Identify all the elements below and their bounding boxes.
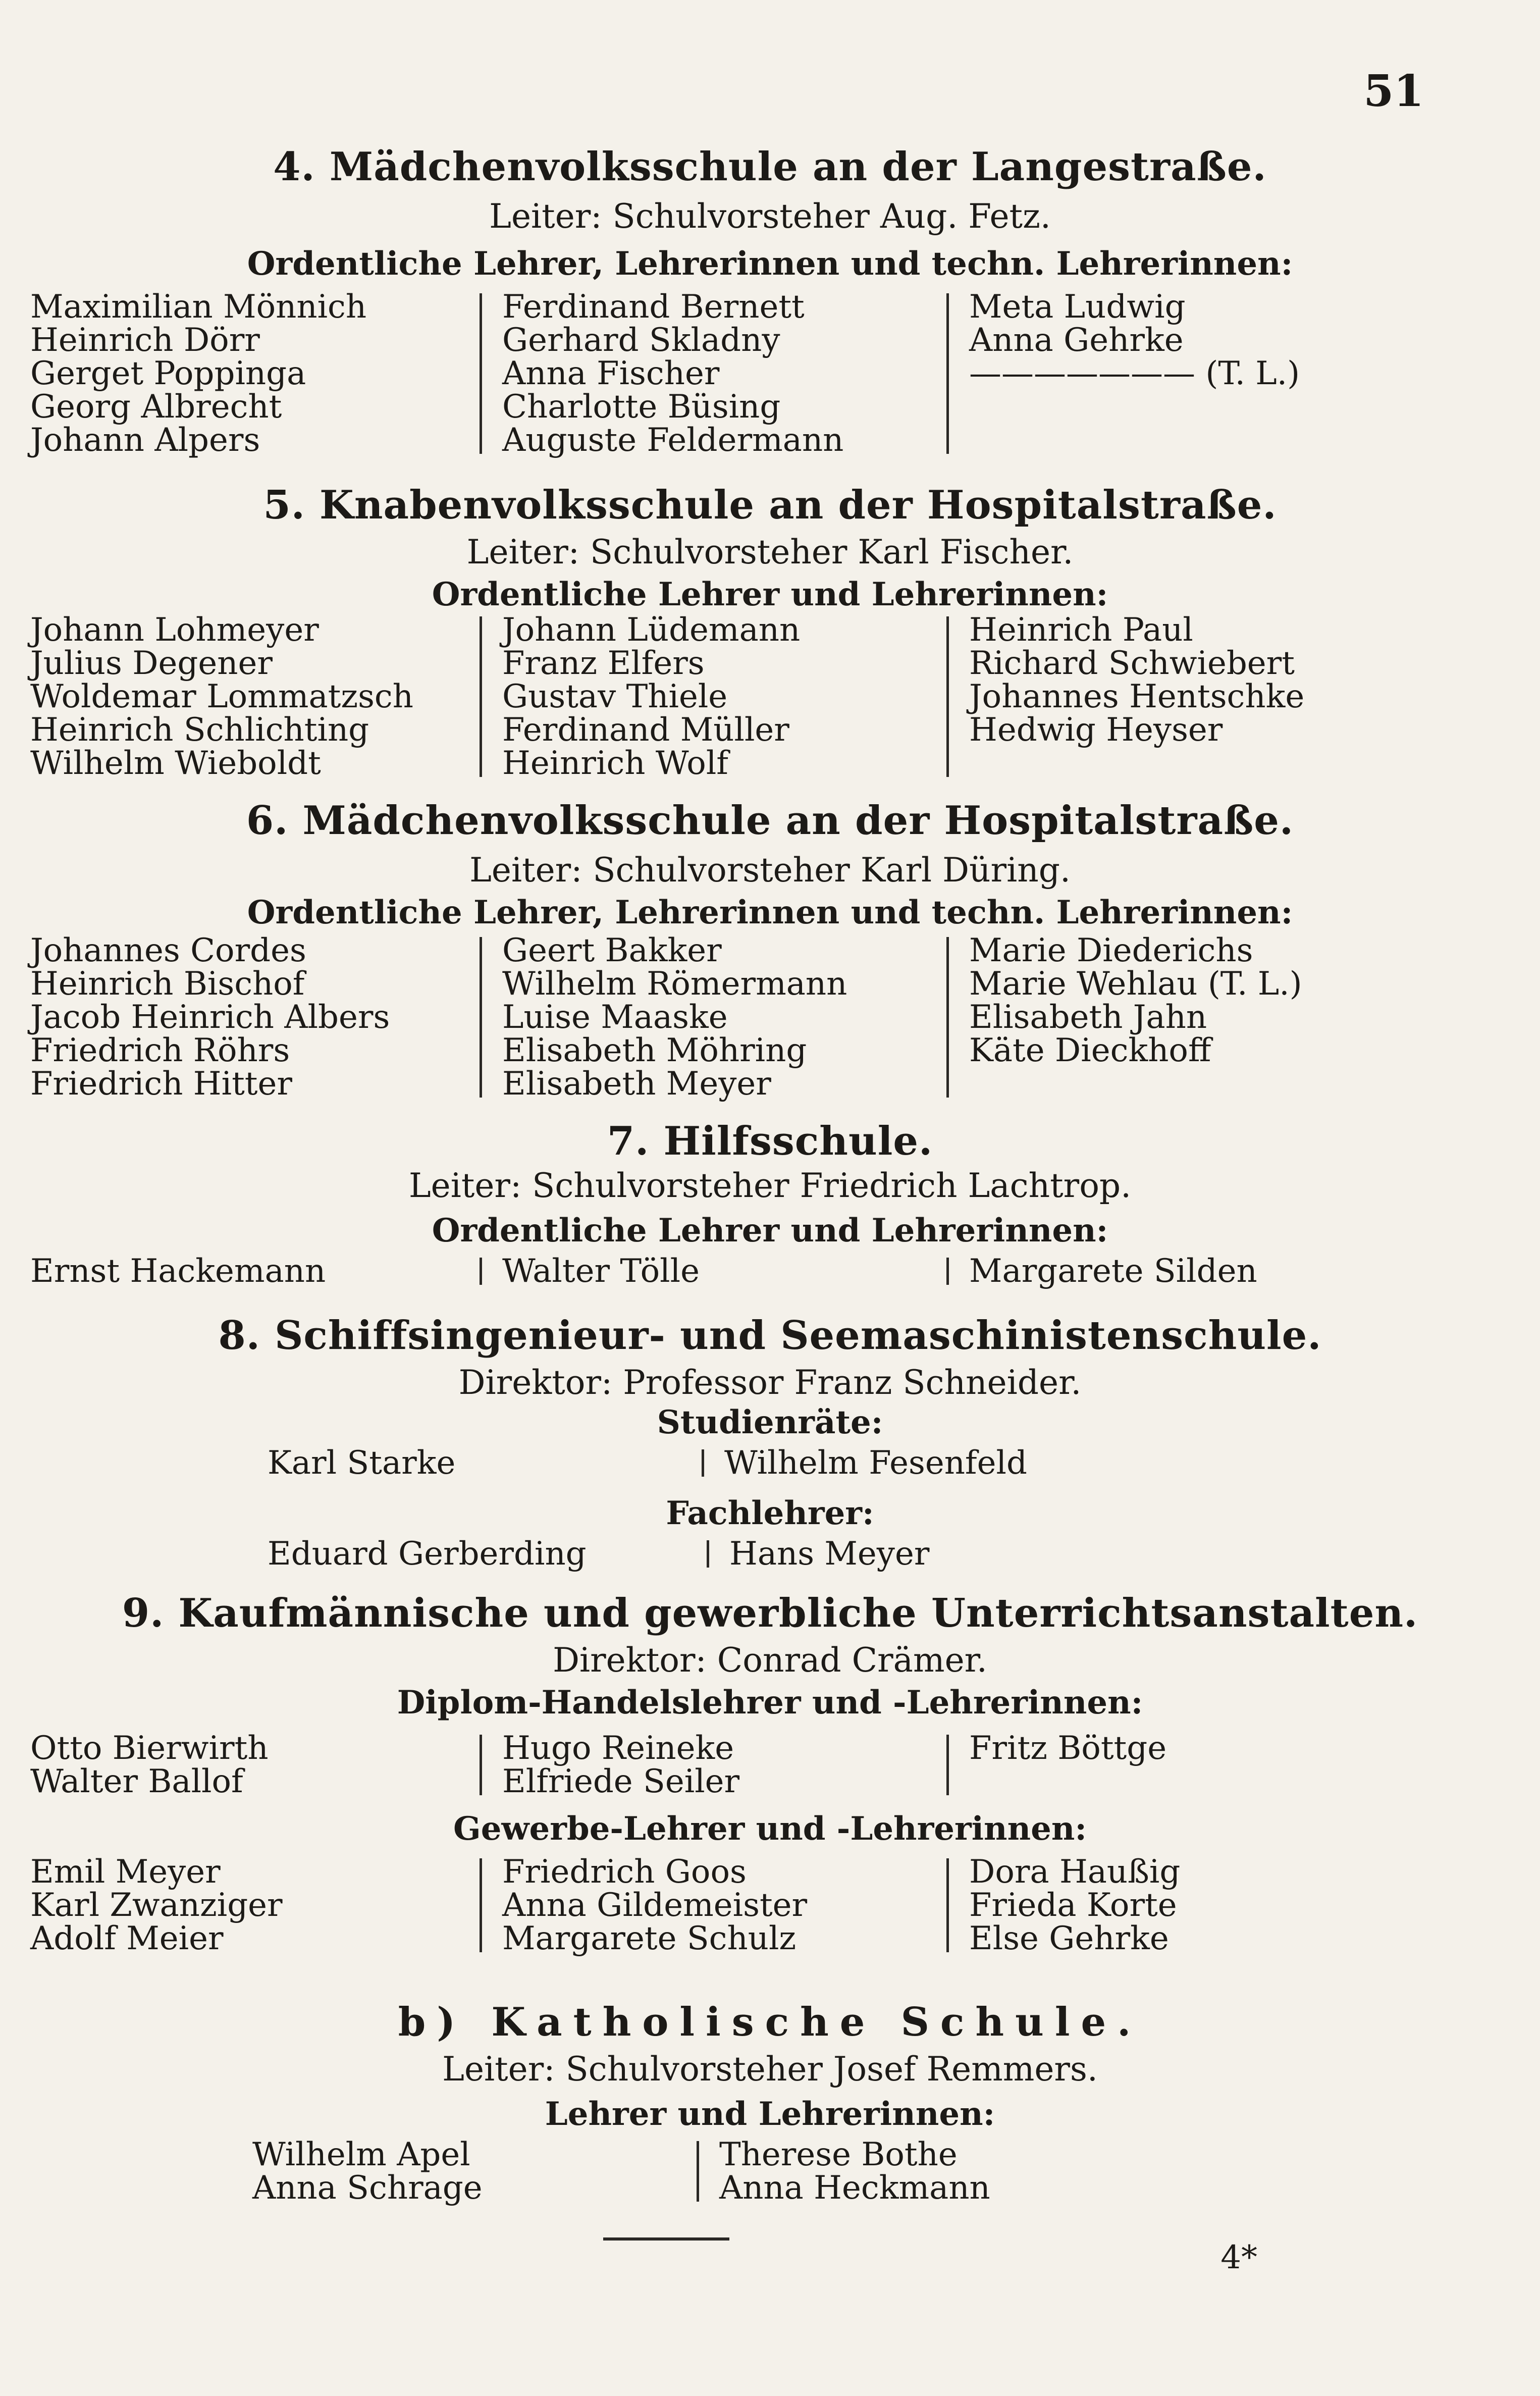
- staff-column: [949, 290, 1300, 457]
- staff-name: Johannes Hentschke: [969, 678, 1305, 715]
- staff-name: Wilhelm Apel: [252, 2136, 470, 2173]
- staff-name: Walter Ballof: [30, 1763, 243, 1800]
- staff-column: [482, 290, 946, 457]
- staff-name: Woldemar Lommatzsch: [30, 678, 413, 715]
- staff-name: Maximilian Mönnich: [30, 288, 367, 326]
- section-7-staff: [30, 1255, 1257, 1288]
- staff-name: Therese Bothe: [719, 2136, 958, 2173]
- staff-name: Auguste Feldermann: [502, 422, 844, 459]
- staff-name: Heinrich Wolf: [502, 745, 728, 782]
- section-8-title: 8. Schiffsingenieur- und Seemaschinistenschule.: [218, 1313, 1322, 1359]
- section-4-leader: Leiter: Schulvorsteher Aug. Fetz.: [489, 197, 1051, 236]
- staff-name: Franz Elfers: [502, 645, 705, 682]
- staff-name: ——————— (T. L.): [969, 355, 1300, 392]
- staff-name: Käte Dieckhoff: [969, 1032, 1211, 1069]
- staff-name: Anna Heckmann: [719, 2169, 990, 2207]
- staff-name: Meta Ludwig: [969, 288, 1186, 326]
- catholic-school-subtitle: Lehrer und Lehrerinnen:: [545, 2095, 995, 2133]
- staff-column: [699, 2138, 990, 2205]
- section-8-subtitle-2: Fachlehrer:: [666, 1494, 874, 1532]
- section-9-staff: [30, 1732, 1166, 1798]
- staff-name: Jacob Heinrich Albers: [30, 999, 390, 1036]
- staff-name: Anna Schrage: [252, 2169, 483, 2207]
- staff-name: Heinrich Schlichting: [30, 711, 369, 749]
- section-5-title: 5. Knabenvolksschule an der Hospitalstraße.: [263, 482, 1277, 528]
- section-8-staff: [268, 1446, 1027, 1480]
- catholic-school-staff: [252, 2138, 990, 2205]
- staff-column: [704, 1446, 1027, 1480]
- catholic-school-title: b) Katholische Schule.: [398, 1999, 1142, 2045]
- section-8-subtitle: Studienräte:: [657, 1403, 883, 1441]
- staff-column: [268, 1537, 707, 1571]
- staff-name: Dora Haußig: [969, 1853, 1181, 1891]
- staff-column: [252, 2138, 697, 2205]
- section-9-staff-2: [30, 1855, 1180, 1955]
- staff-name: Elisabeth Jahn: [969, 999, 1207, 1036]
- section-6-staff: [30, 934, 1302, 1101]
- staff-name: Karl Starke: [268, 1444, 456, 1482]
- staff-name: Otto Bierwirth: [30, 1730, 269, 1767]
- section-9-subtitle-2: Gewerbe-Lehrer und -Lehrerinnen:: [453, 1810, 1087, 1848]
- staff-column: [949, 1855, 1180, 1955]
- staff-column: [30, 1255, 480, 1288]
- staff-name: Walter Tölle: [502, 1253, 700, 1290]
- staff-column: [30, 1855, 480, 1955]
- section-5-leader: Leiter: Schulvorsteher Karl Fischer.: [466, 533, 1074, 571]
- staff-name: Gerget Poppinga: [30, 355, 306, 392]
- staff-name: Marie Diederichs: [969, 932, 1253, 969]
- staff-name: Marie Wehlau (T. L.): [969, 965, 1302, 1003]
- staff-name: Johann Lüdemann: [502, 611, 801, 649]
- staff-name: Adolf Meier: [30, 1920, 224, 1957]
- staff-name: Emil Meyer: [30, 1853, 221, 1891]
- staff-column: [482, 1855, 946, 1955]
- staff-name: Johann Alpers: [30, 422, 260, 459]
- staff-name: Georg Albrecht: [30, 388, 282, 426]
- staff-name: Margarete Silden: [969, 1253, 1257, 1290]
- section-7-title: 7. Hilfsschule.: [607, 1118, 933, 1164]
- staff-name: Hugo Reineke: [502, 1730, 734, 1767]
- staff-name: Johann Lohmeyer: [30, 611, 319, 649]
- staff-column: [30, 934, 480, 1101]
- closing-rule: [603, 2237, 729, 2241]
- staff-name: Luise Maaske: [502, 999, 728, 1036]
- staff-name: Geert Bakker: [502, 932, 722, 969]
- section-4-subtitle: Ordentliche Lehrer, Lehrerinnen und techn. Lehrerinnen:: [247, 245, 1293, 283]
- staff-name: Friedrich Goos: [502, 1853, 747, 1891]
- staff-column: [30, 290, 480, 457]
- staff-name: Anna Gildemeister: [502, 1887, 808, 1924]
- staff-column: [949, 613, 1304, 780]
- staff-name: Richard Schwiebert: [969, 645, 1295, 682]
- staff-name: Wilhelm Fesenfeld: [724, 1444, 1027, 1482]
- staff-name: Gerhard Skladny: [502, 322, 780, 359]
- section-5-staff: [30, 613, 1304, 780]
- staff-column: [482, 1255, 946, 1288]
- staff-column: [482, 1732, 946, 1798]
- staff-name: Gustav Thiele: [502, 678, 728, 715]
- staff-name: Anna Fischer: [502, 355, 720, 392]
- staff-column: [949, 1732, 1166, 1798]
- section-9-subtitle: Diplom-Handelslehrer und -Lehrerinnen:: [397, 1684, 1143, 1722]
- staff-name: Margarete Schulz: [502, 1920, 796, 1957]
- staff-name: Johannes Cordes: [30, 932, 306, 969]
- staff-name: Heinrich Paul: [969, 611, 1193, 649]
- staff-name: Hedwig Heyser: [969, 711, 1223, 749]
- section-4-staff: [30, 290, 1300, 457]
- section-6-leader: Leiter: Schulvorsteher Karl Düring.: [469, 851, 1071, 890]
- staff-name: Frieda Korte: [969, 1887, 1177, 1924]
- section-6-subtitle: Ordentliche Lehrer, Lehrerinnen und techn. Lehrerinnen:: [247, 894, 1293, 931]
- section-8-staff-2: [268, 1537, 929, 1571]
- staff-name: Ernst Hackemann: [30, 1253, 326, 1290]
- staff-column: [30, 613, 480, 780]
- staff-name: Else Gehrke: [969, 1920, 1169, 1957]
- staff-column: [482, 613, 946, 780]
- section-7-subtitle: Ordentliche Lehrer und Lehrerinnen:: [432, 1212, 1108, 1249]
- staff-column: [709, 1537, 929, 1571]
- staff-name: Elisabeth Meyer: [502, 1065, 771, 1103]
- staff-name: Anna Gehrke: [969, 322, 1184, 359]
- staff-name: Fritz Böttge: [969, 1730, 1167, 1767]
- staff-column: [30, 1732, 480, 1798]
- staff-name: Julius Degener: [30, 645, 273, 682]
- staff-name: Ferdinand Bernett: [502, 288, 805, 326]
- staff-name: Charlotte Büsing: [502, 388, 781, 426]
- signature-mark: 4*: [1220, 2239, 1257, 2276]
- section-4-title: 4. Mädchenvolksschule an der Langestraße.: [273, 144, 1267, 190]
- section-5-subtitle: Ordentliche Lehrer und Lehrerinnen:: [432, 576, 1108, 613]
- staff-name: Elisabeth Möhring: [502, 1032, 807, 1069]
- catholic-school-leader: Leiter: Schulvorsteher Josef Remmers.: [442, 2050, 1098, 2089]
- staff-name: Heinrich Dörr: [30, 322, 260, 359]
- section-9-leader: Direktor: Conrad Crämer.: [553, 1641, 987, 1680]
- staff-name: Friedrich Hitter: [30, 1065, 292, 1103]
- staff-name: Friedrich Röhrs: [30, 1032, 290, 1069]
- section-7-leader: Leiter: Schulvorsteher Friedrich Lachtrop.: [408, 1166, 1132, 1205]
- staff-name: Ferdinand Müller: [502, 711, 789, 749]
- page-number: 51: [1363, 66, 1424, 117]
- staff-name: Hans Meyer: [729, 1535, 930, 1573]
- staff-column: [482, 934, 946, 1101]
- section-6-title: 6. Mädchenvolksschule an der Hospitalstraße.: [246, 798, 1294, 844]
- staff-name: Karl Zwanziger: [30, 1887, 283, 1924]
- staff-name: Heinrich Bischof: [30, 965, 305, 1003]
- staff-name: Wilhelm Römermann: [502, 965, 847, 1003]
- staff-column: [949, 934, 1302, 1101]
- section-8-leader: Direktor: Professor Franz Schneider.: [458, 1363, 1082, 1402]
- staff-column: [268, 1446, 702, 1480]
- staff-column: [949, 1255, 1257, 1288]
- staff-name: Elfriede Seiler: [502, 1763, 740, 1800]
- staff-name: Wilhelm Wieboldt: [30, 745, 321, 782]
- section-9-title: 9. Kaufmännische und gewerbliche Unterrichtsanstalten.: [122, 1590, 1418, 1636]
- staff-name: Eduard Gerberding: [268, 1535, 587, 1573]
